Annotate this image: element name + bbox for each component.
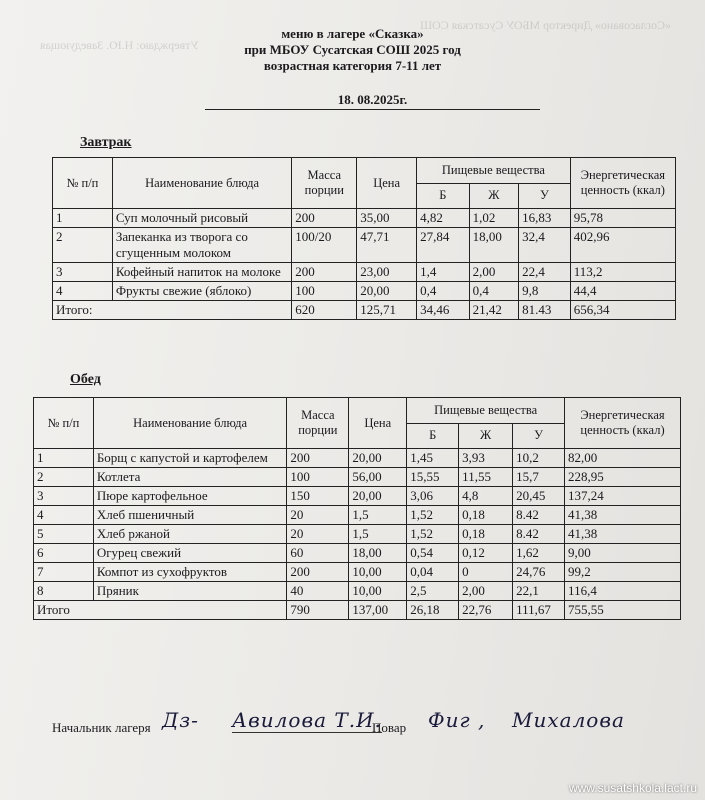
cell-energy: 99,2 <box>565 563 681 582</box>
cell-zh: 1,02 <box>469 209 519 228</box>
total-zh: 22,76 <box>459 601 513 620</box>
col-b: Б <box>407 423 459 449</box>
lunch-heading: Обед <box>70 372 101 387</box>
cell-u: 10,2 <box>513 449 565 468</box>
cell-zh: 0 <box>459 563 513 582</box>
breakfast-heading: Завтрак <box>80 135 132 150</box>
cell-name: Компот из сухофруктов <box>93 563 287 582</box>
table-row <box>34 525 681 544</box>
total-zh: 21,42 <box>469 301 519 320</box>
cell-num: 6 <box>34 544 94 563</box>
chief-name: Авилова Т.И. <box>232 708 382 732</box>
total-mass: 620 <box>292 301 357 320</box>
cell-num: 1 <box>34 449 94 468</box>
table-row <box>34 544 681 563</box>
cell-name: Огурец свежий <box>93 544 287 563</box>
table-row <box>53 263 676 282</box>
table-row <box>53 228 676 263</box>
cell-name: Котлета <box>93 468 287 487</box>
cell-b: 1,45 <box>407 449 459 468</box>
cell-mass: 20 <box>287 506 349 525</box>
cell-energy: 9,00 <box>565 544 681 563</box>
cell-zh: 0,18 <box>459 506 513 525</box>
cell-b: 3,06 <box>407 487 459 506</box>
lunch-table <box>33 397 681 620</box>
cell-price: 20,00 <box>349 487 407 506</box>
cook-label: Повар <box>372 720 407 735</box>
cell-u: 8.42 <box>513 525 565 544</box>
cell-name: Запеканка из творога со сгущенным молоком <box>112 228 291 263</box>
table-row <box>34 487 681 506</box>
col-zh: Ж <box>469 183 519 209</box>
cell-b: 1,52 <box>407 506 459 525</box>
cell-energy: 82,00 <box>565 449 681 468</box>
cell-energy: 95,78 <box>570 209 675 228</box>
col-name: Наименование блюда <box>112 158 291 209</box>
col-b: Б <box>417 183 470 209</box>
cell-u: 22,4 <box>519 263 571 282</box>
title-line-3: возрастная категория 7-11 лет <box>263 58 442 73</box>
cell-zh: 11,55 <box>459 468 513 487</box>
cell-energy: 113,2 <box>570 263 675 282</box>
cook-signature: Фиг , <box>428 708 486 732</box>
col-price: Цена <box>349 398 407 449</box>
cell-num: 3 <box>53 263 113 282</box>
cell-energy: 137,24 <box>565 487 681 506</box>
cell-energy: 44,4 <box>570 282 675 301</box>
cell-price: 23,00 <box>357 263 417 282</box>
cell-b: 27,84 <box>417 228 470 263</box>
cell-u: 9,8 <box>519 282 571 301</box>
cell-name: Пюре картофельное <box>93 487 287 506</box>
col-name: Наименование блюда <box>93 398 287 449</box>
cell-b: 2,5 <box>407 582 459 601</box>
cell-zh: 2,00 <box>469 263 519 282</box>
table-row <box>53 209 676 228</box>
total-energy: 755,55 <box>565 601 681 620</box>
col-u: У <box>519 183 571 209</box>
total-label: Итого <box>34 601 287 620</box>
cell-b: 0,4 <box>417 282 470 301</box>
total-energy: 656,34 <box>570 301 675 320</box>
cell-mass: 40 <box>287 582 349 601</box>
table-row <box>53 282 676 301</box>
total-row <box>53 301 676 320</box>
chief-signature: Дз- <box>162 708 199 732</box>
cell-num: 2 <box>34 468 94 487</box>
cell-b: 1,52 <box>407 525 459 544</box>
col-mass: Масса порции <box>292 158 357 209</box>
total-price: 137,00 <box>349 601 407 620</box>
cell-zh: 2,00 <box>459 582 513 601</box>
cell-name: Хлеб пшеничный <box>93 506 287 525</box>
cell-u: 24,76 <box>513 563 565 582</box>
cell-zh: 0,12 <box>459 544 513 563</box>
table-row <box>34 563 681 582</box>
cell-mass: 100/20 <box>292 228 357 263</box>
cell-num: 5 <box>34 525 94 544</box>
cook-name: Михалова <box>512 708 625 732</box>
cell-u: 20,45 <box>513 487 565 506</box>
cell-energy: 116,4 <box>565 582 681 601</box>
col-zh: Ж <box>459 423 513 449</box>
total-mass: 790 <box>287 601 349 620</box>
cell-price: 35,00 <box>357 209 417 228</box>
total-b: 34,46 <box>417 301 470 320</box>
cell-name: Хлеб ржаной <box>93 525 287 544</box>
watermark: www.susatshkola.lact.ru <box>568 781 697 795</box>
col-price: Цена <box>357 158 417 209</box>
table-row <box>34 468 681 487</box>
col-num: № п/п <box>34 398 94 449</box>
cell-u: 8.42 <box>513 506 565 525</box>
col-nutrients: Пищевые вещества <box>417 158 571 184</box>
menu-date: 18. 08.2025г. <box>205 92 540 110</box>
total-price: 125,71 <box>357 301 417 320</box>
cell-name: Пряник <box>93 582 287 601</box>
cell-b: 0,54 <box>407 544 459 563</box>
cell-b: 4,82 <box>417 209 470 228</box>
cell-name: Кофейный напиток на молоке <box>112 263 291 282</box>
col-nutrients: Пищевые вещества <box>407 398 565 424</box>
title-line-1: меню в лагере «Сказка» <box>281 26 424 41</box>
total-u: 111,67 <box>513 601 565 620</box>
cell-mass: 100 <box>292 282 357 301</box>
cell-b: 15,55 <box>407 468 459 487</box>
total-label: Итого: <box>53 301 292 320</box>
breakfast-table <box>52 157 676 320</box>
cell-num: 7 <box>34 563 94 582</box>
cell-u: 15,7 <box>513 468 565 487</box>
cell-name: Суп молочный рисовый <box>112 209 291 228</box>
cell-price: 10,00 <box>349 582 407 601</box>
cell-price: 56,00 <box>349 468 407 487</box>
table-row <box>34 506 681 525</box>
col-u: У <box>513 423 565 449</box>
cell-price: 1,5 <box>349 506 407 525</box>
bleed-through-text: «Согласовано» Директор МБОУ Сусатская СОШ <box>420 18 672 32</box>
cell-u: 1,62 <box>513 544 565 563</box>
col-mass: Масса порции <box>287 398 349 449</box>
cell-num: 8 <box>34 582 94 601</box>
cell-mass: 200 <box>292 209 357 228</box>
cell-energy: 41,38 <box>565 525 681 544</box>
cell-price: 10,00 <box>349 563 407 582</box>
chief-label: Начальник лагеря <box>52 720 151 735</box>
cell-zh: 0,18 <box>459 525 513 544</box>
cell-name: Борщ с капустой и картофелем <box>93 449 287 468</box>
cell-b: 1,4 <box>417 263 470 282</box>
cell-energy: 228,95 <box>565 468 681 487</box>
cell-num: 1 <box>53 209 113 228</box>
cell-mass: 200 <box>287 563 349 582</box>
cell-price: 1,5 <box>349 525 407 544</box>
title-line-2: при МБОУ Сусатская СОШ 2025 год <box>244 42 461 57</box>
col-num: № п/п <box>53 158 113 209</box>
cell-energy: 402,96 <box>570 228 675 263</box>
cell-zh: 4,8 <box>459 487 513 506</box>
bleed-through-text: Утверждаю: Н.Ю. Заведующая <box>40 38 199 52</box>
cell-mass: 200 <box>287 449 349 468</box>
cell-num: 2 <box>53 228 113 263</box>
cell-mass: 60 <box>287 544 349 563</box>
cell-zh: 3,93 <box>459 449 513 468</box>
table-row <box>34 582 681 601</box>
cell-name: Фрукты свежие (яблоко) <box>112 282 291 301</box>
cell-u: 16,83 <box>519 209 571 228</box>
total-row <box>34 601 681 620</box>
cell-price: 20,00 <box>349 449 407 468</box>
cell-mass: 100 <box>287 468 349 487</box>
cell-mass: 200 <box>292 263 357 282</box>
cell-num: 4 <box>34 506 94 525</box>
cell-zh: 18,00 <box>469 228 519 263</box>
cell-num: 3 <box>34 487 94 506</box>
total-u: 81.43 <box>519 301 571 320</box>
cell-energy: 41,38 <box>565 506 681 525</box>
cell-price: 20,00 <box>357 282 417 301</box>
cell-mass: 20 <box>287 525 349 544</box>
cell-num: 4 <box>53 282 113 301</box>
cell-price: 47,71 <box>357 228 417 263</box>
col-energy: Энергетическая ценность (ккал) <box>565 398 681 449</box>
col-energy: Энергетическая ценность (ккал) <box>570 158 675 209</box>
table-row <box>34 449 681 468</box>
cell-zh: 0,4 <box>469 282 519 301</box>
cell-u: 32,4 <box>519 228 571 263</box>
total-b: 26,18 <box>407 601 459 620</box>
cell-u: 22,1 <box>513 582 565 601</box>
cell-mass: 150 <box>287 487 349 506</box>
cell-b: 0,04 <box>407 563 459 582</box>
cell-price: 18,00 <box>349 544 407 563</box>
